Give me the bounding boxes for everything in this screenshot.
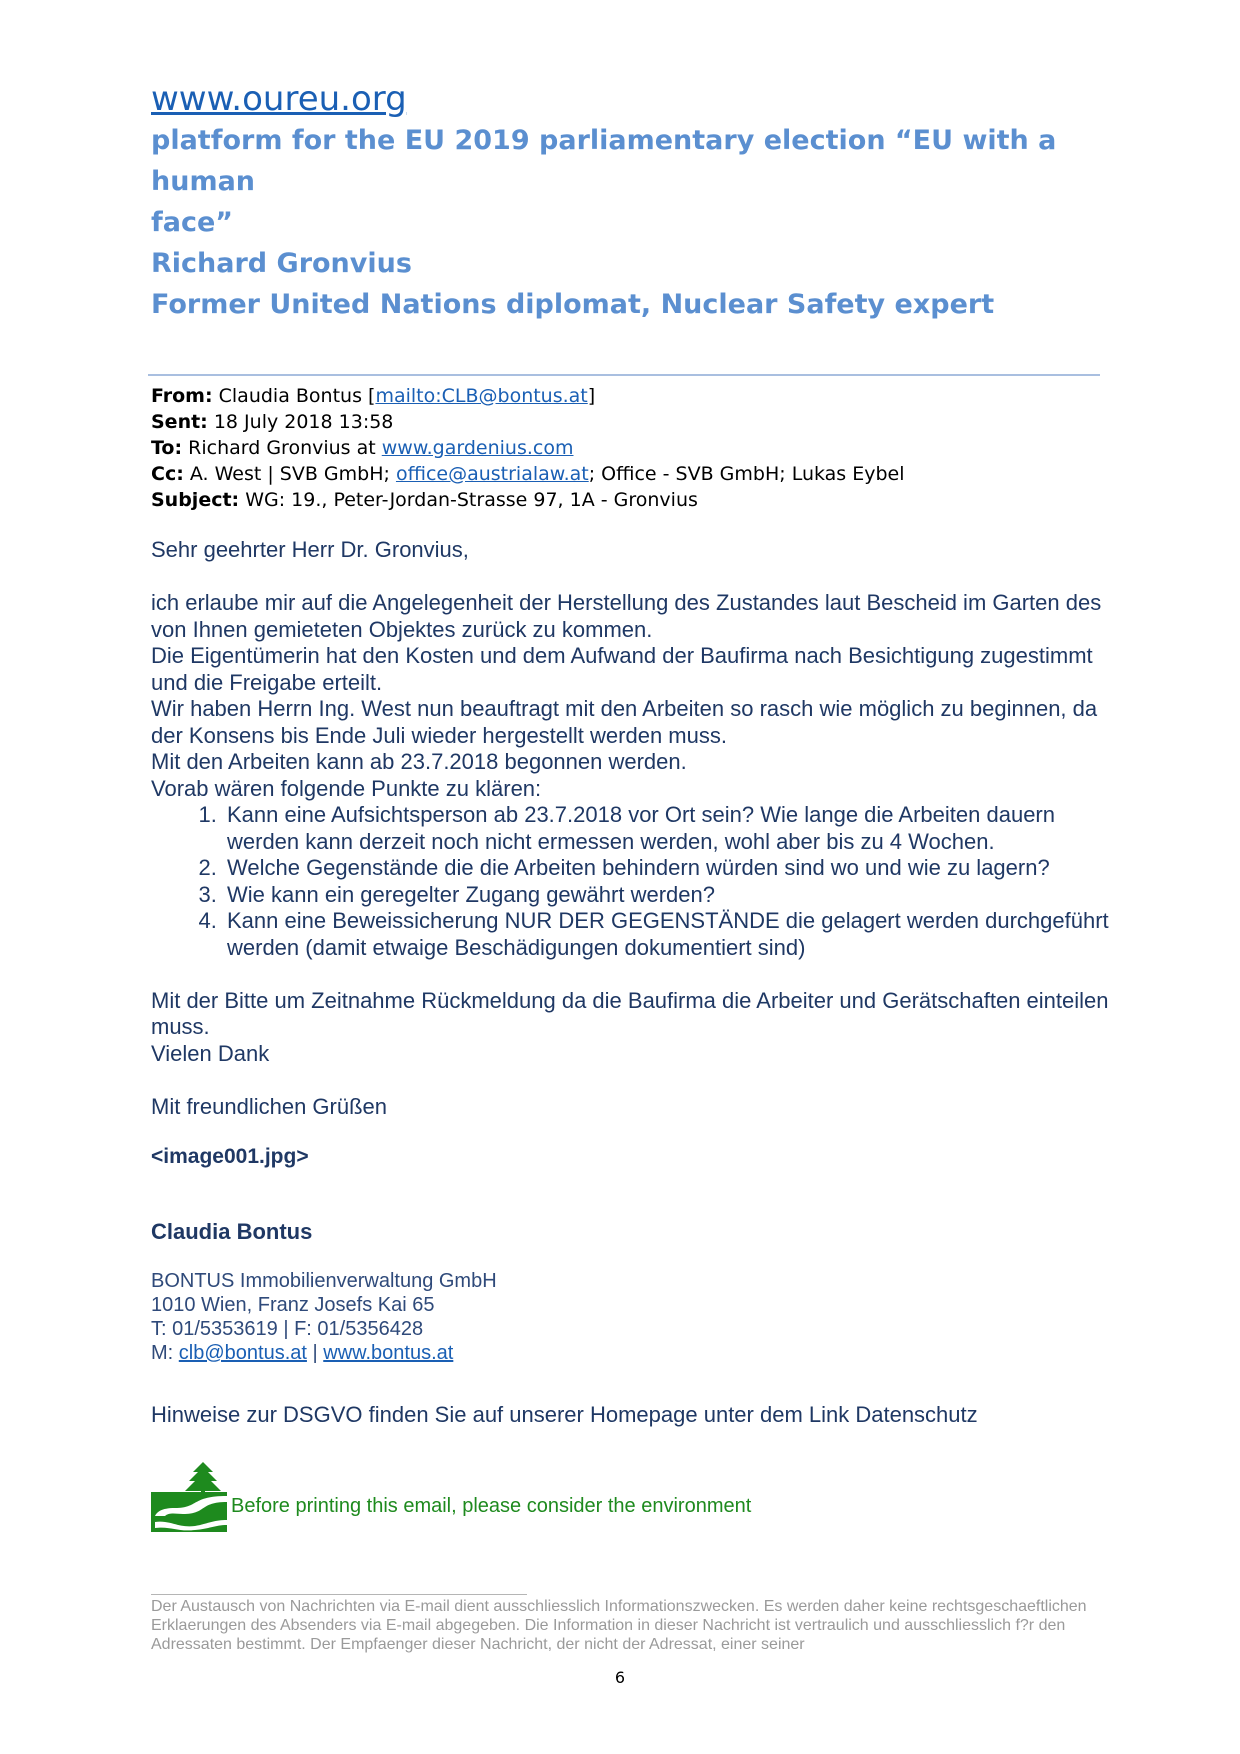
paragraph-7: Vielen Dank (151, 1040, 270, 1066)
author-title: Former United Nations diplomat, Nuclear Safety expert (151, 289, 995, 320)
email-meta (151, 383, 905, 513)
paragraph-4: Mit den Arbeiten kann ab 23.7.2018 begonnen werden. (151, 749, 687, 774)
paragraph-1: ich erlaube mir auf die Angelegenheit der Herstellung des Zustandes laut Bescheid im Garten des von Ihnen gemieteten Objektes zurück zu kommen. (151, 590, 1102, 642)
signature-web-link[interactable]: www.bontus.at (323, 1342, 454, 1364)
to-label: To: (151, 437, 183, 459)
signature-address: 1010 Wien, Franz Josefs Kai 65 (151, 1294, 435, 1316)
signature-name: Claudia Bontus (151, 1218, 313, 1244)
signature-email-link[interactable]: clb@bontus.at (178, 1342, 307, 1364)
to-value: Richard Gronvius at (188, 437, 382, 459)
email-body (151, 537, 1111, 1365)
signature-contact (151, 1341, 1111, 1365)
paragraph-2: Die Eigentümerin hat den Kosten und dem Aufwand der Baufirma nach Besichtigung zugestimmt und die Freigabe erteilt. (151, 643, 1093, 695)
subject-label: Subject: (151, 489, 240, 511)
paragraph-3: Wir haben Herrn Ing. West nun beauftragt mit den Arbeiten so rasch wie möglich zu beginnen, da der Konsens bis Ende Juli wieder hergestellt werden muss. (151, 696, 1098, 748)
from-label: From: (151, 385, 213, 407)
image-reference: <image001.jpg> (151, 1145, 309, 1168)
signature-company: BONTUS Immobilienverwaltung GmbH (151, 1270, 497, 1292)
sent-value: 18 July 2018 13:58 (213, 411, 394, 433)
tagline-line-1: platform for the EU 2019 parliamentary election “EU with a human (151, 125, 1057, 197)
sent-line (151, 409, 905, 435)
page-number: 6 (614, 1668, 626, 1687)
disclaimer-divider (151, 1594, 527, 1595)
cc-label: Cc: (151, 463, 184, 485)
cc-value-2: ; Office - SVB GmbH; Lukas Eybel (588, 463, 905, 485)
eco-note: Before printing this email, please consider the environment (231, 1495, 752, 1517)
page-header (151, 78, 1111, 325)
closing: Mit freundlichen Grüßen (151, 1093, 387, 1119)
to-line (151, 435, 905, 461)
cc-link[interactable]: office@austrialaw.at (395, 463, 589, 485)
cc-line (151, 461, 905, 487)
salutation: Sehr geehrter Herr Dr. Gronvius, (151, 537, 469, 562)
tree-logo-icon (151, 1462, 227, 1532)
from-close: ] (587, 385, 596, 407)
signature-phone: T: 01/5353619 | F: 01/5356428 (151, 1318, 424, 1340)
from-line (151, 383, 905, 409)
subject-line (151, 487, 905, 513)
contact-separator: | (306, 1342, 324, 1364)
paragraph-5: Vorab wären folgende Punkte zu klären: (151, 775, 542, 801)
subject-value: WG: 19., Peter-Jordan-Strasse 97, 1A - Gronvius (245, 489, 698, 511)
mail-prefix: M: (151, 1342, 179, 1364)
dsgvo-note: Hinweise zur DSGVO finden Sie auf unserer Homepage unter dem Link Datenschutz (151, 1402, 978, 1427)
from-value: Claudia Bontus [ (218, 385, 376, 407)
disclaimer: Der Austausch von Nachrichten via E-mail dient ausschliesslich Informationszwecken. Es werden daher keine rechtsgeschaeftlichen Erklaerungen des Absenders via E-mail abgegeben. Die Information in dieser Nachricht ist vertraulich und ausschliesslich f?r den Adressaten bestimmt. Der Empfaenger dieser Nachricht, der nicht der Adressat, einer seiner (151, 1598, 1087, 1653)
questions-list (151, 802, 1111, 961)
list-item: 3. Wie kann ein geregelter Zugang gewährt werden? (223, 882, 1111, 909)
list-item: 2. Welche Gegenstände die die Arbeiten behindern würden sind wo und wie zu lagern? (223, 855, 1111, 882)
list-item: 1. Kann eine Aufsichtsperson ab 23.7.2018 vor Ort sein? Wie lange die Arbeiten dauern werden kann derzeit noch nicht ermessen werden, wohl aber bis zu 4 Wochen. (223, 802, 1111, 855)
site-link[interactable]: www.oureu.org (151, 79, 407, 119)
paragraph-6: Mit der Bitte um Zeitnahme Rückmeldung da die Baufirma die Arbeiter und Gerätschaften einteilen muss. (151, 987, 1109, 1039)
tagline-line-2: face” (151, 207, 234, 238)
author-name: Richard Gronvius (151, 248, 412, 279)
signature-block (151, 1269, 1111, 1365)
cc-value-1: A. West | SVB GmbH; (189, 463, 396, 485)
from-mailto-link[interactable]: mailto:CLB@bontus.at (375, 385, 588, 407)
to-link[interactable]: www.gardenius.com (381, 437, 574, 459)
header-divider (148, 374, 1100, 376)
list-item: 4. Kann eine Beweissicherung NUR DER GEGENSTÄNDE die gelagert werden durchgeführt werden (damit etwaige Beschädigungen dokumentiert sind) (223, 908, 1111, 961)
sent-label: Sent: (151, 411, 208, 433)
